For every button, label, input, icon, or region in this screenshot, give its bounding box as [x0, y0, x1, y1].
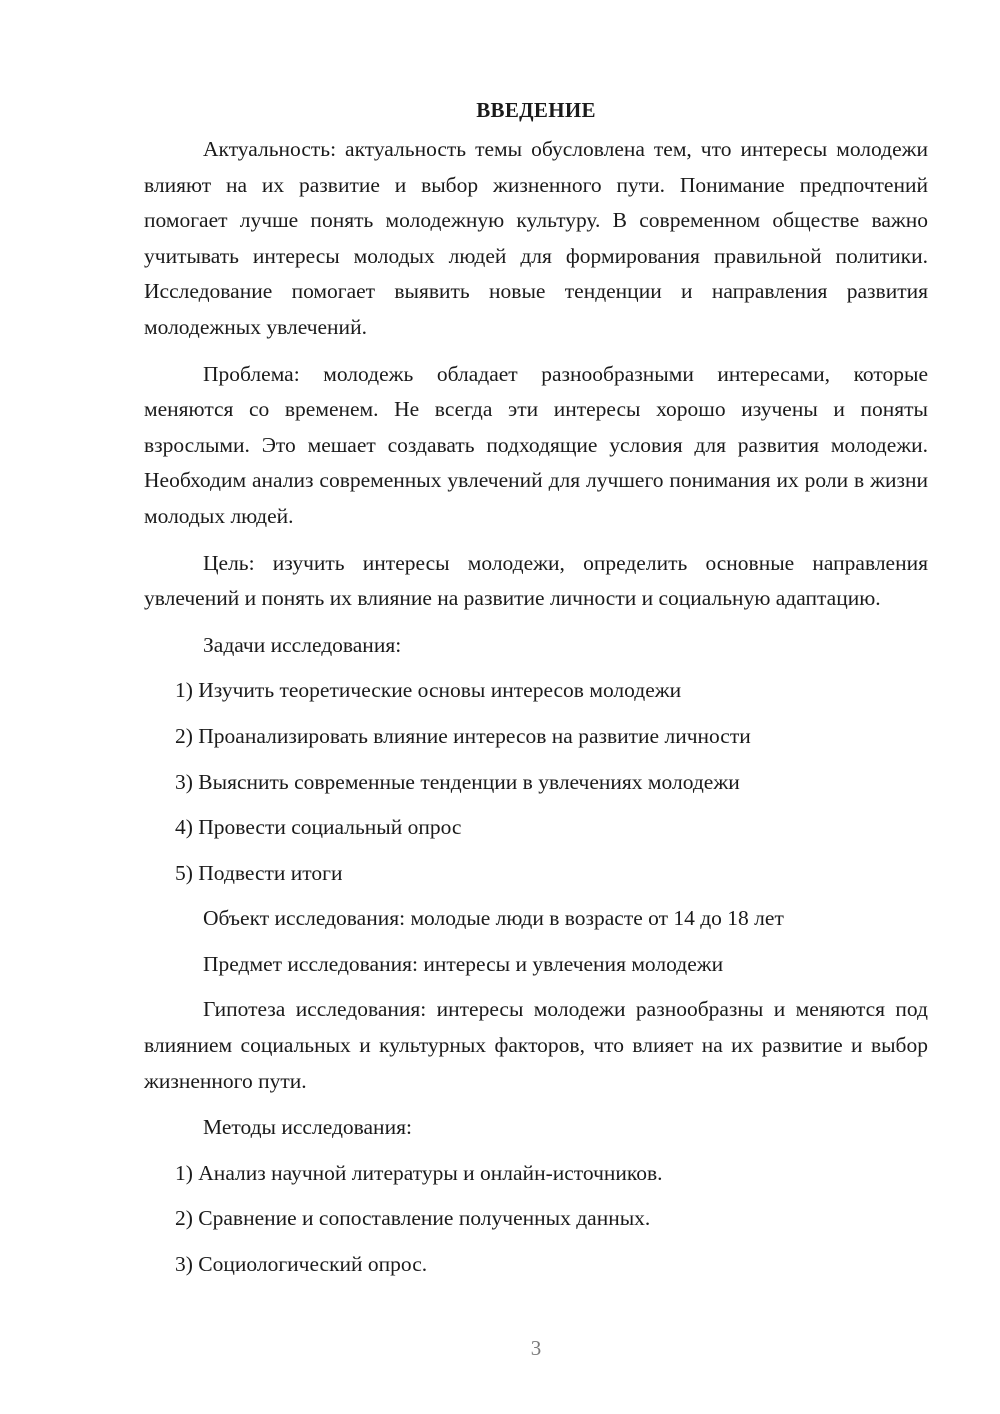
relevance-paragraph: Актуальность: актуальность темы обусловлена тем, что интересы молодежи влияют на их развитие и выбор жизненного пути. Понимание предпочтений помогает лучше понять молодежную культуру. В современном обществе важно учитывать интересы молодых людей для формирования правильной политики. Исследование помогает выявить новые тенденции и направления развития молодежных увлечений. [144, 137, 928, 339]
method-item: 2) Сравнение и сопоставление полученных данных. [175, 1206, 651, 1231]
research-subject: Предмет исследования: интересы и увлечения молодежи [203, 951, 724, 976]
problem-paragraph: Проблема: молодежь обладает разнообразными интересами, которые меняются со временем. Не всегда эти интересы хорошо изучены и поняты взрослыми. Это мешает создавать подходящие условия для развития молодежи. Необходим анализ современных увлечений для лучшего понимания их роли в жизни молодых людей. [144, 361, 928, 528]
task-item: 1) Изучить теоретические основы интересов молодежи [175, 678, 682, 703]
task-item: 3) Выяснить современные тенденции в увлечениях молодежи [175, 769, 740, 794]
method-item: 1) Анализ научной литературы и онлайн-источников. [175, 1160, 663, 1185]
task-item: 5) Подвести итоги [175, 860, 343, 885]
page-content [144, 92, 928, 1293]
research-object: Объект исследования: молодые люди в возрасте от 14 до 18 лет [203, 906, 784, 931]
task-item: 2) Проанализировать влияние интересов на развитие личности [175, 723, 751, 748]
page-number: 3 [530, 1336, 542, 1360]
page-title: ВВЕДЕНИЕ [476, 98, 596, 122]
task-item: 4) Провести социальный опрос [175, 815, 462, 840]
methods-heading: Методы исследования: [203, 1115, 412, 1140]
tasks-heading: Задачи исследования: [203, 632, 402, 657]
method-item: 3) Социологический опрос. [175, 1252, 428, 1277]
goal-paragraph: Цель: изучить интересы молодежи, определить основные направления увлечений и понять их влияние на развитие личности и социальную адаптацию. [144, 550, 928, 611]
hypothesis-paragraph: Гипотеза исследования: интересы молодежи разнообразны и меняются под влиянием социальных и культурных факторов, что влияет на их развитие и выбор жизненного пути. [144, 997, 928, 1093]
